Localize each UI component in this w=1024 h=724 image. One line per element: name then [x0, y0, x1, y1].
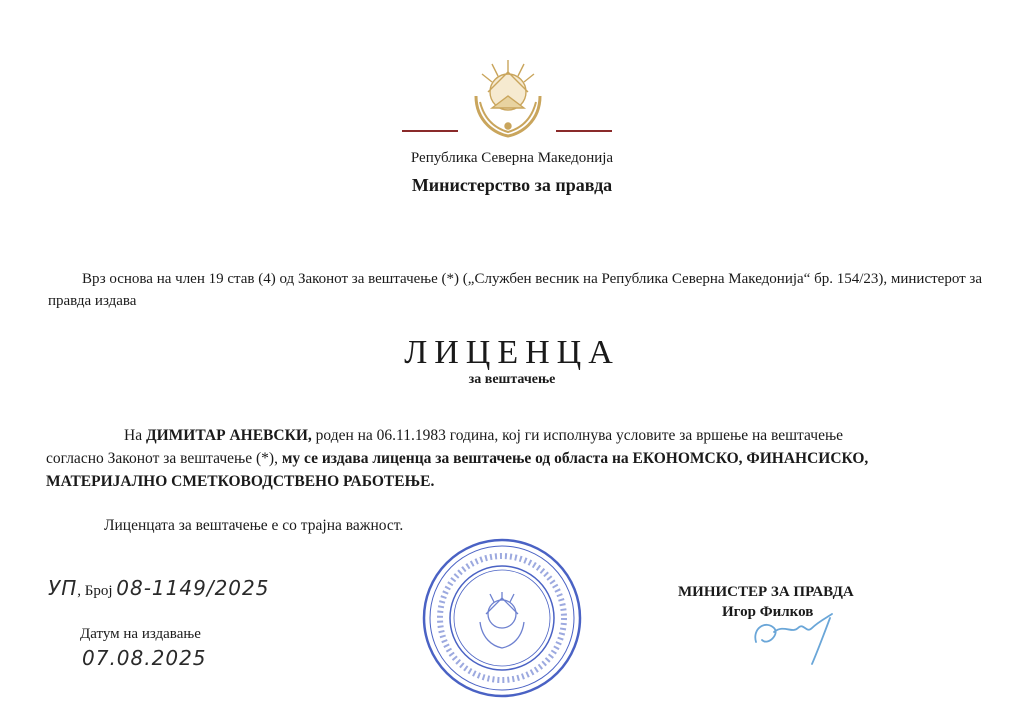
validity-statement: Лиценцата за вештачење е со трајна важност. [104, 517, 404, 534]
body-line-1: На ДИМИТАР АНЕВСКИ, роден на 06.11.1983 година, кој ги исполнува условите за вршење на вештачење [124, 427, 844, 444]
issue-date-value: 07.08.2025 [82, 646, 207, 670]
license-body [46, 424, 976, 493]
header-left-rule [402, 130, 458, 132]
stamp-seal-icon [420, 536, 584, 700]
license-title: ЛИЦЕНЦА [404, 334, 620, 371]
header-right-rule [556, 130, 612, 132]
number-label: Број [84, 583, 113, 599]
coat-of-arms-icon [462, 52, 554, 144]
issue-date-label: Датум на издавање [80, 626, 201, 642]
signature-icon [748, 598, 848, 668]
document-number: УП, Број 08-1149/2025 [48, 576, 270, 600]
minister-name: Игор Филков [722, 604, 814, 620]
body-line-3: МАТЕРИЈАЛНО СМЕТКОВОДСТВЕНО РАБОТЕЊЕ. [46, 473, 435, 490]
ministry-name: Министерство за правда [411, 175, 613, 195]
holder-name: ДИМИТАР АНЕВСКИ, [145, 427, 312, 444]
number-value: 08-1149/2025 [116, 576, 270, 600]
license-subtitle: за вештачење [468, 372, 556, 387]
intro-paragraph: Врз основа на член 19 став (4) од Законот за вештачење (*) („Службен весник на Република Северна Македонија“ бр. 154/23), министерот за правда издава [48, 271, 983, 309]
body-line-2: согласно Законот за вештачење (*), му се издава лиценца за вештачење од областа на ЕКОНОМСКО, ФИНАНСИСКО, [46, 450, 869, 467]
minister-title: МИНИСТЕР ЗА ПРАВДА [678, 584, 854, 600]
number-prefix: УП [48, 576, 78, 600]
republic-name: Република Северна Македонија [410, 150, 614, 166]
